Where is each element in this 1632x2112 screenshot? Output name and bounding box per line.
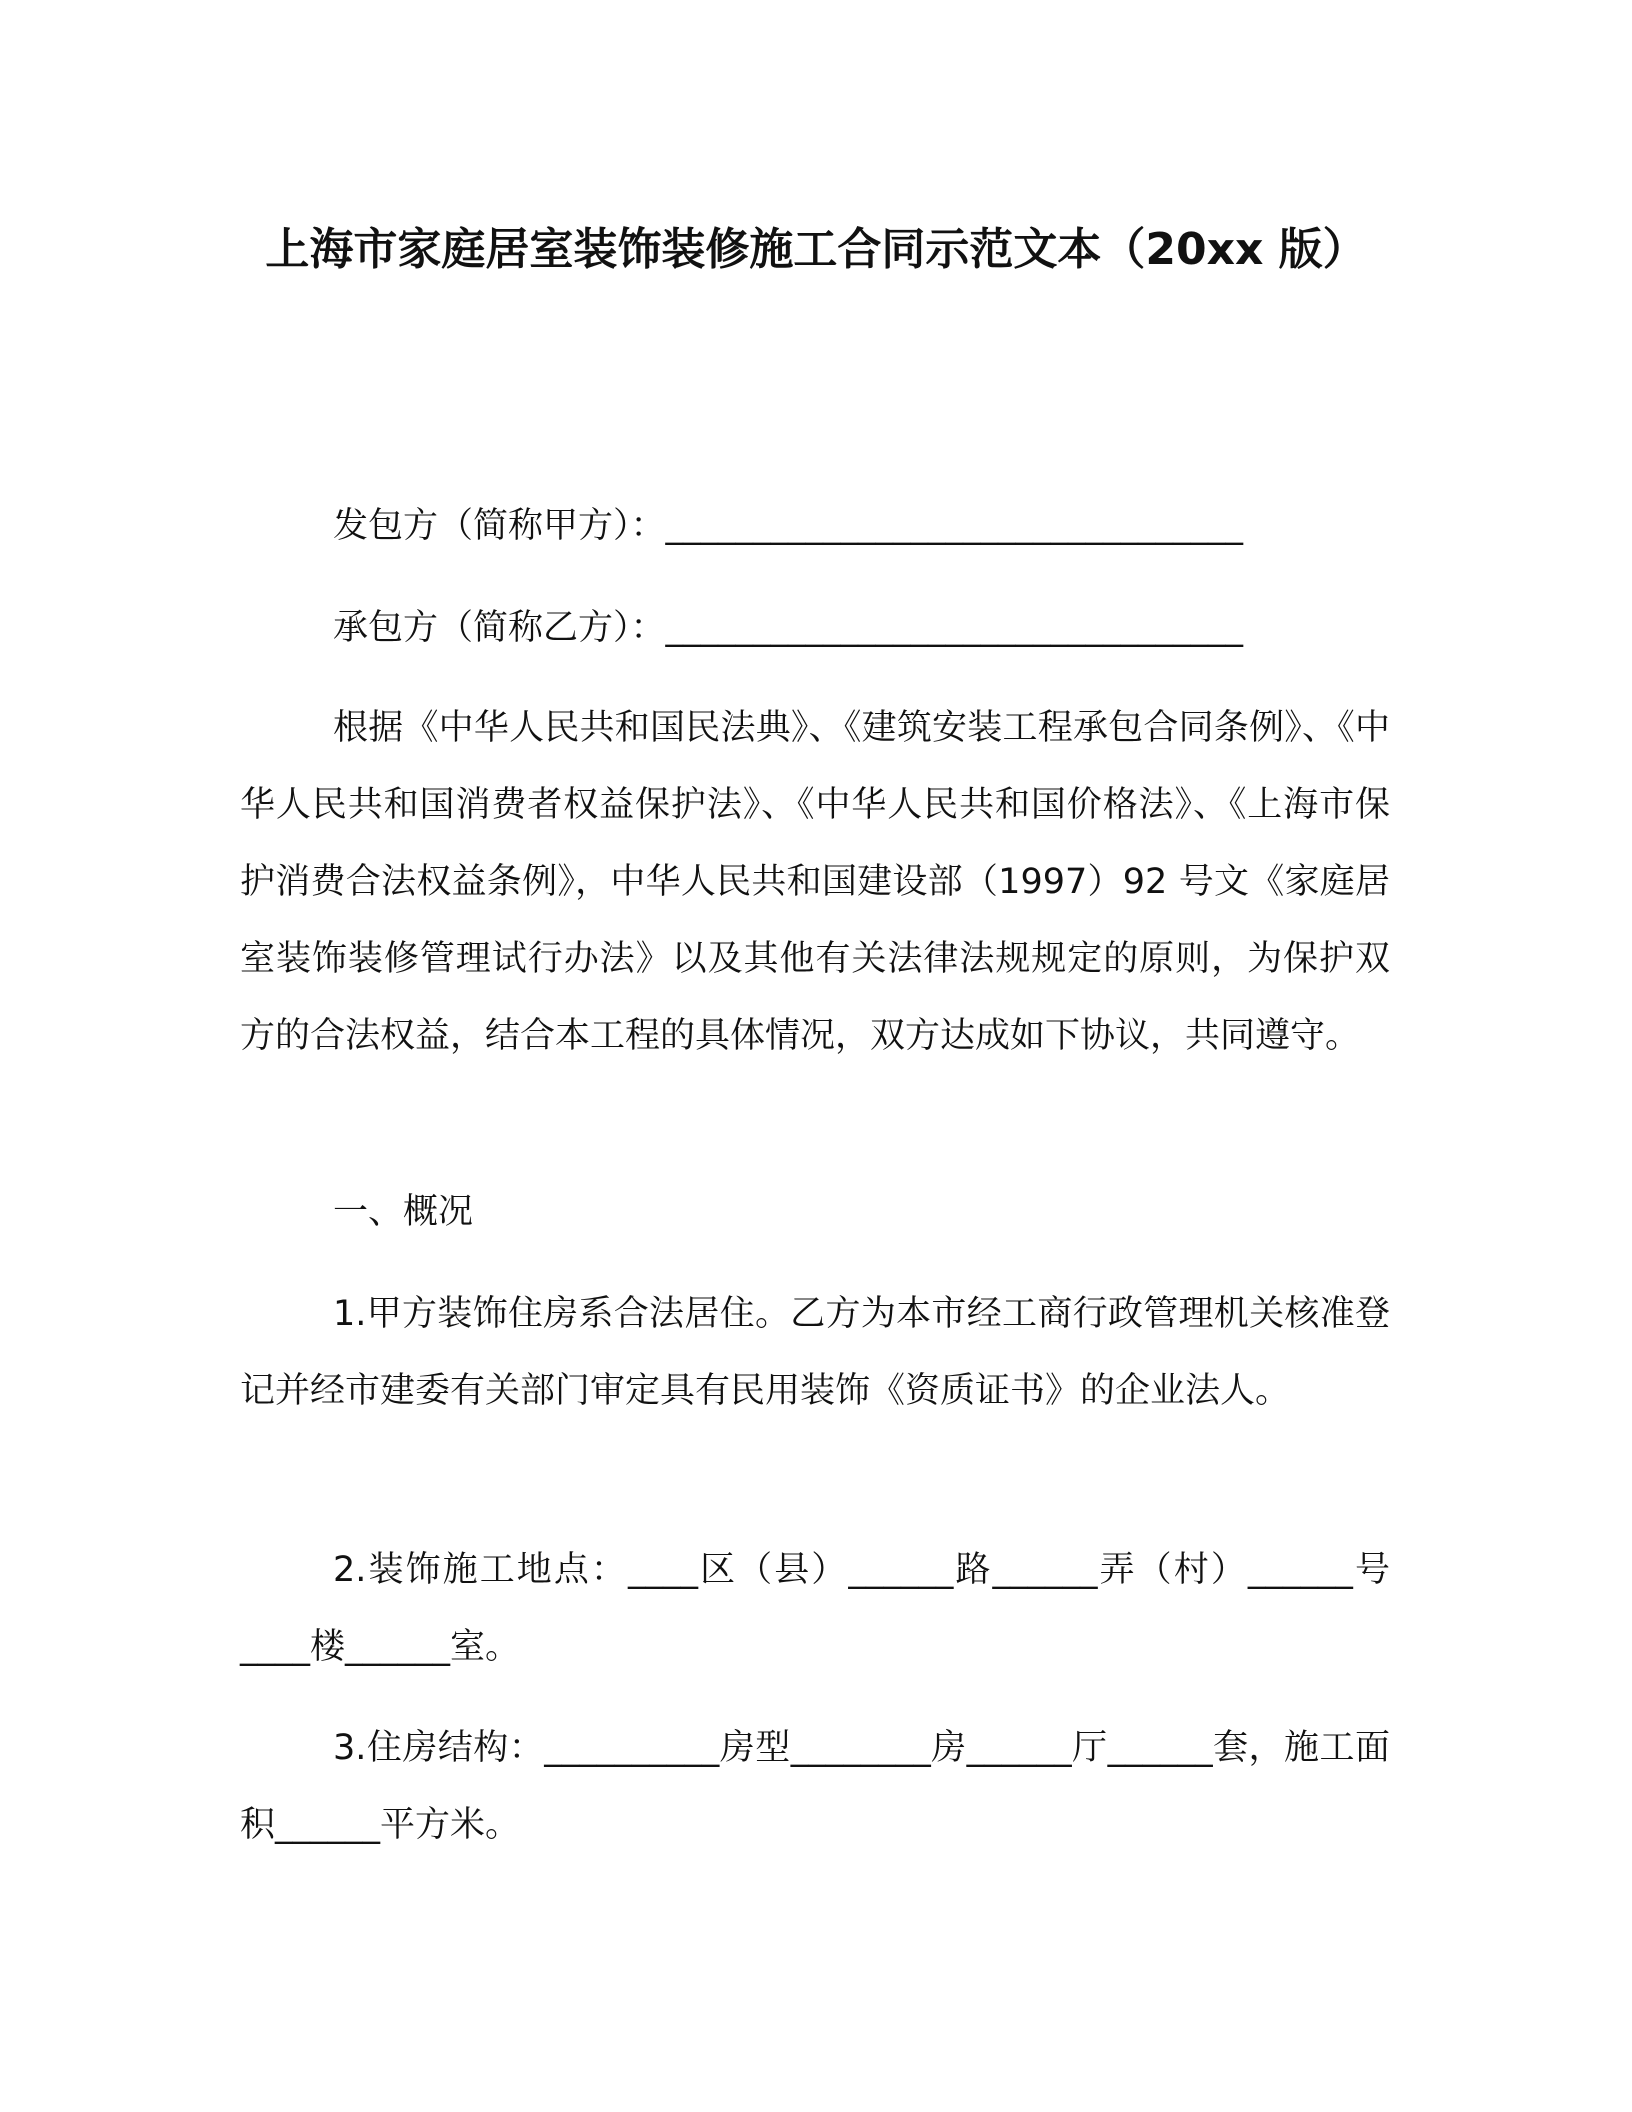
party-b-line: 承包方（简称乙方）：_________________________________ [333,608,1244,648]
clause-1-paragraph: 1.甲方装饰住房系合法居住。乙方为本市经工商行政管理机关核准登记并经市建委有关部门审定具有民用装饰《资质证书》的企业法人。 [240,1294,1390,1411]
section-1-heading: 一、概况 [333,1192,474,1232]
document-title: 上海市家庭居室装饰装修施工合同示范文本（20xx 版） [265,224,1367,275]
party-a-line: 发包方（简称甲方）：_________________________________ [333,506,1244,546]
preamble-paragraph: 根据《中华人民共和国民法典》、《建筑安装工程承包合同条例》、《中华人民共和国消费者权益保护法》、《中华人民共和国价格法》、《上海市保护消费合法权益条例》，中华人民共和国建设部（1997）92 号文《家庭居室装饰装修管理试行办法》以及其他有关法律法规规定的原则，为保护双方的合法权益，结合本工程的具体情况，双方达成如下协议，共同遵守。 [240,708,1390,1056]
clause-3-paragraph: 3.住房结构：__________房型________房______厅______套，施工面积______平方米。 [240,1728,1390,1845]
clause-2-paragraph: 2.装饰施工地点：____区（县）______路______弄（村）______号____楼______室。 [240,1550,1390,1667]
